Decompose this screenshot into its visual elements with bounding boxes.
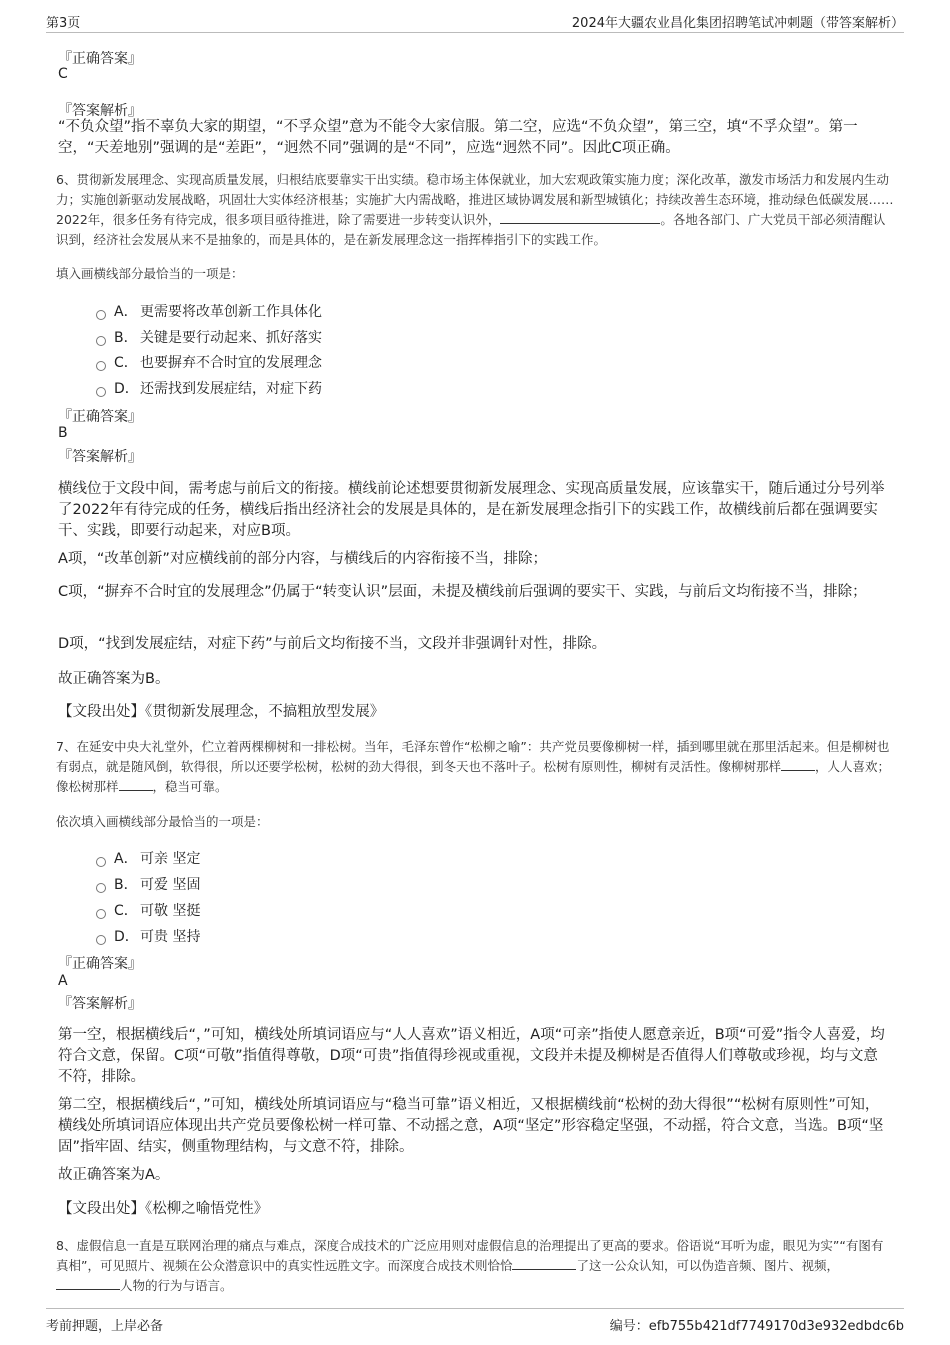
analysis-paragraph: 第一空，根据横线后“，”可知，横线处所填词语应与“人人喜欢”语义相近，A项“可亲”指使人愿意亲近，B项“可爱”指令人喜爱，均符合文意，保留。C项“可敬”指值得尊敬，D项“可贵”指值得珍视或重视，文段并未提及柳树是否值得人们尊敬或珍视，均与文意不符，排除。 (58, 1027, 885, 1085)
correct-answer-value: C (58, 66, 68, 82)
correct-answer-label: 『正确答案』 (58, 409, 142, 425)
analysis-paragraph: 故正确答案为B。 (58, 671, 170, 687)
analysis-label: 『答案解析』 (58, 103, 142, 119)
analysis-label: 『答案解析』 (58, 996, 142, 1012)
question-stem: 7、在延安中央大礼堂外，伫立着两棵柳树和一排松树。当年，毛泽东曾作“松柳之喻”：共产党员要像柳树一样，插到哪里就在那里活起来。但是柳树也有弱点，就是随风倒，软得很，所以还要学松树，松树的劲大得很，到冬天也不落叶子。松树有原则性，柳树有灵活性。像柳树那样 ，人人喜欢；像松树那样 ，稳当可靠。 (56, 739, 891, 794)
correct-answer-label: 『正确答案』 (58, 51, 142, 67)
radio-icon[interactable] (96, 387, 106, 397)
question-stem: 8、虚假信息一直是互联网治理的痛点与难点，深度合成技术的广泛应用则对虚假信息的治理提出了更高的要求。俗语说“耳听为虚，眼见为实”“有图有真相”，可见照片、视频在公众潜意识中的真实性远胜文字。而深度合成技术则恰恰 了这一公众认知，可以伪造音频、图片、视频，人物的行为与语言。 (56, 1238, 884, 1293)
question-stem: 6、贯彻新发展理念、实现高质量发展，归根结底要靠实干出实绩。稳市场主体保就业，加大宏观政策实施力度；深化改革，激发市场活力和发展内生动力；实施创新驱动发展战略，巩固壮大实体经济根基；实施扩大内需战略，推进区域协调发展和新型城镇化；持续改善生态环境，推动绿色低碳发展……2022年，很多任务有待完成，很多项目亟待推进，除了需要进一步转变认识外， 。各地各部门、广大党员干部必须清醒认识到，经济社会发展从来不是抽象的，而是具体的，是在新发展理念这一指挥棒指引下的实践工作。 (56, 172, 894, 247)
radio-icon[interactable] (96, 336, 106, 346)
option-a[interactable]: A． 可亲 坚定 (96, 848, 200, 868)
radio-icon[interactable] (96, 857, 106, 867)
page-number: 第3页 (46, 16, 81, 31)
correct-answer-label: 『正确答案』 (58, 956, 142, 972)
option-d[interactable]: D．可贵 坚持 (96, 926, 200, 946)
document-title: 2024年大疆农业昌化集团招聘笔试冲刺题（带答案解析） (571, 16, 904, 31)
option-b[interactable]: B． 可爱 坚固 (96, 874, 200, 894)
fill-blank (56, 1277, 120, 1290)
radio-icon[interactable] (96, 883, 106, 893)
analysis-paragraph: A项，“改革创新”对应横线前的部分内容，与横线后的内容衔接不当，排除； (58, 551, 547, 567)
analysis-paragraph: 故正确答案为A。 (58, 1167, 170, 1183)
analysis-label: 『答案解析』 (58, 449, 142, 465)
analysis-text: “不负众望”指不辜负大家的期望，“不孚众望”意为不能令大家信服。第二空，应选“不负众望”，第三空，填“不孚众望”。第一空，“天差地别”强调的是“差距”，“迥然不同”强调的是“不同”，应选“迥然不同”。因此C项正确。 (58, 119, 858, 156)
option-d[interactable]: D．还需找到发展症结，对症下药 (96, 378, 322, 398)
option-c[interactable]: C． 可敬 坚挺 (96, 900, 200, 920)
fill-blank (512, 1257, 576, 1270)
question-prompt: 填入画横线部分最恰当的一项是： (56, 266, 244, 281)
option-c[interactable]: C． 也要摒弃不合时宜的发展理念 (96, 352, 322, 372)
option-b[interactable]: B． 关键是要行动起来、抓好落实 (96, 327, 322, 347)
radio-icon[interactable] (96, 310, 106, 320)
question-prompt: 依次填入画横线部分最恰当的一项是： (56, 814, 269, 829)
analysis-paragraph: 横线位于文段中间，需考虑与前后文的衔接。横线前论述想要贯彻新发展理念、实现高质量发展，应该靠实干，随后通过分号列举了2022年有待完成的任务，横线后指出经济社会的发展是具体的，是在新发展理念指引下的实践工作，故横线前后都在强调要实干、实践，即要行动起来，对应B项。 (58, 481, 885, 539)
page-header (46, 10, 904, 33)
document-code: 编号：efb755b421df7749170d3e932edbdc6b (609, 1319, 904, 1334)
source-note: 【文段出处】《贯彻新发展理念，不搞粗放型发展》 (58, 704, 385, 720)
fill-blank (781, 758, 815, 771)
radio-icon[interactable] (96, 935, 106, 945)
correct-answer-value: A (58, 973, 68, 989)
radio-icon[interactable] (96, 909, 106, 919)
fill-blank (119, 778, 153, 791)
correct-answer-value: B (58, 425, 68, 441)
fill-blank (500, 211, 660, 224)
analysis-paragraph: C项，“摒弃不合时宜的发展理念”仍属于“转变认识”层面，未提及横线前后强调的要实干、实践，与前后文均衔接不当，排除； (58, 584, 867, 600)
radio-icon[interactable] (96, 361, 106, 371)
analysis-paragraph: 第二空，根据横线后“，”可知，横线处所填词语应与“稳当可靠”语义相近，又根据横线前“松树的劲大得很”“松树有原则性”可知，横线处所填词语应体现出共产党员要像松树一样可靠、不动摇之意，A项“坚定”形容稳定坚强，不动摇，符合文意，当选。B项“坚固”指牢固、结实，侧重物理结构，与文意不符，排除。 (58, 1097, 884, 1155)
footer-slogan: 考前押题，上岸必备 (46, 1319, 164, 1334)
page-footer (46, 1308, 904, 1334)
option-a[interactable]: A． 更需要将改革创新工作具体化 (96, 301, 322, 321)
analysis-paragraph: D项，“找到发展症结，对症下药”与前后文均衔接不当，文段并非强调针对性，排除。 (58, 636, 607, 652)
source-note: 【文段出处】《松柳之喻悟党性》 (58, 1201, 269, 1217)
